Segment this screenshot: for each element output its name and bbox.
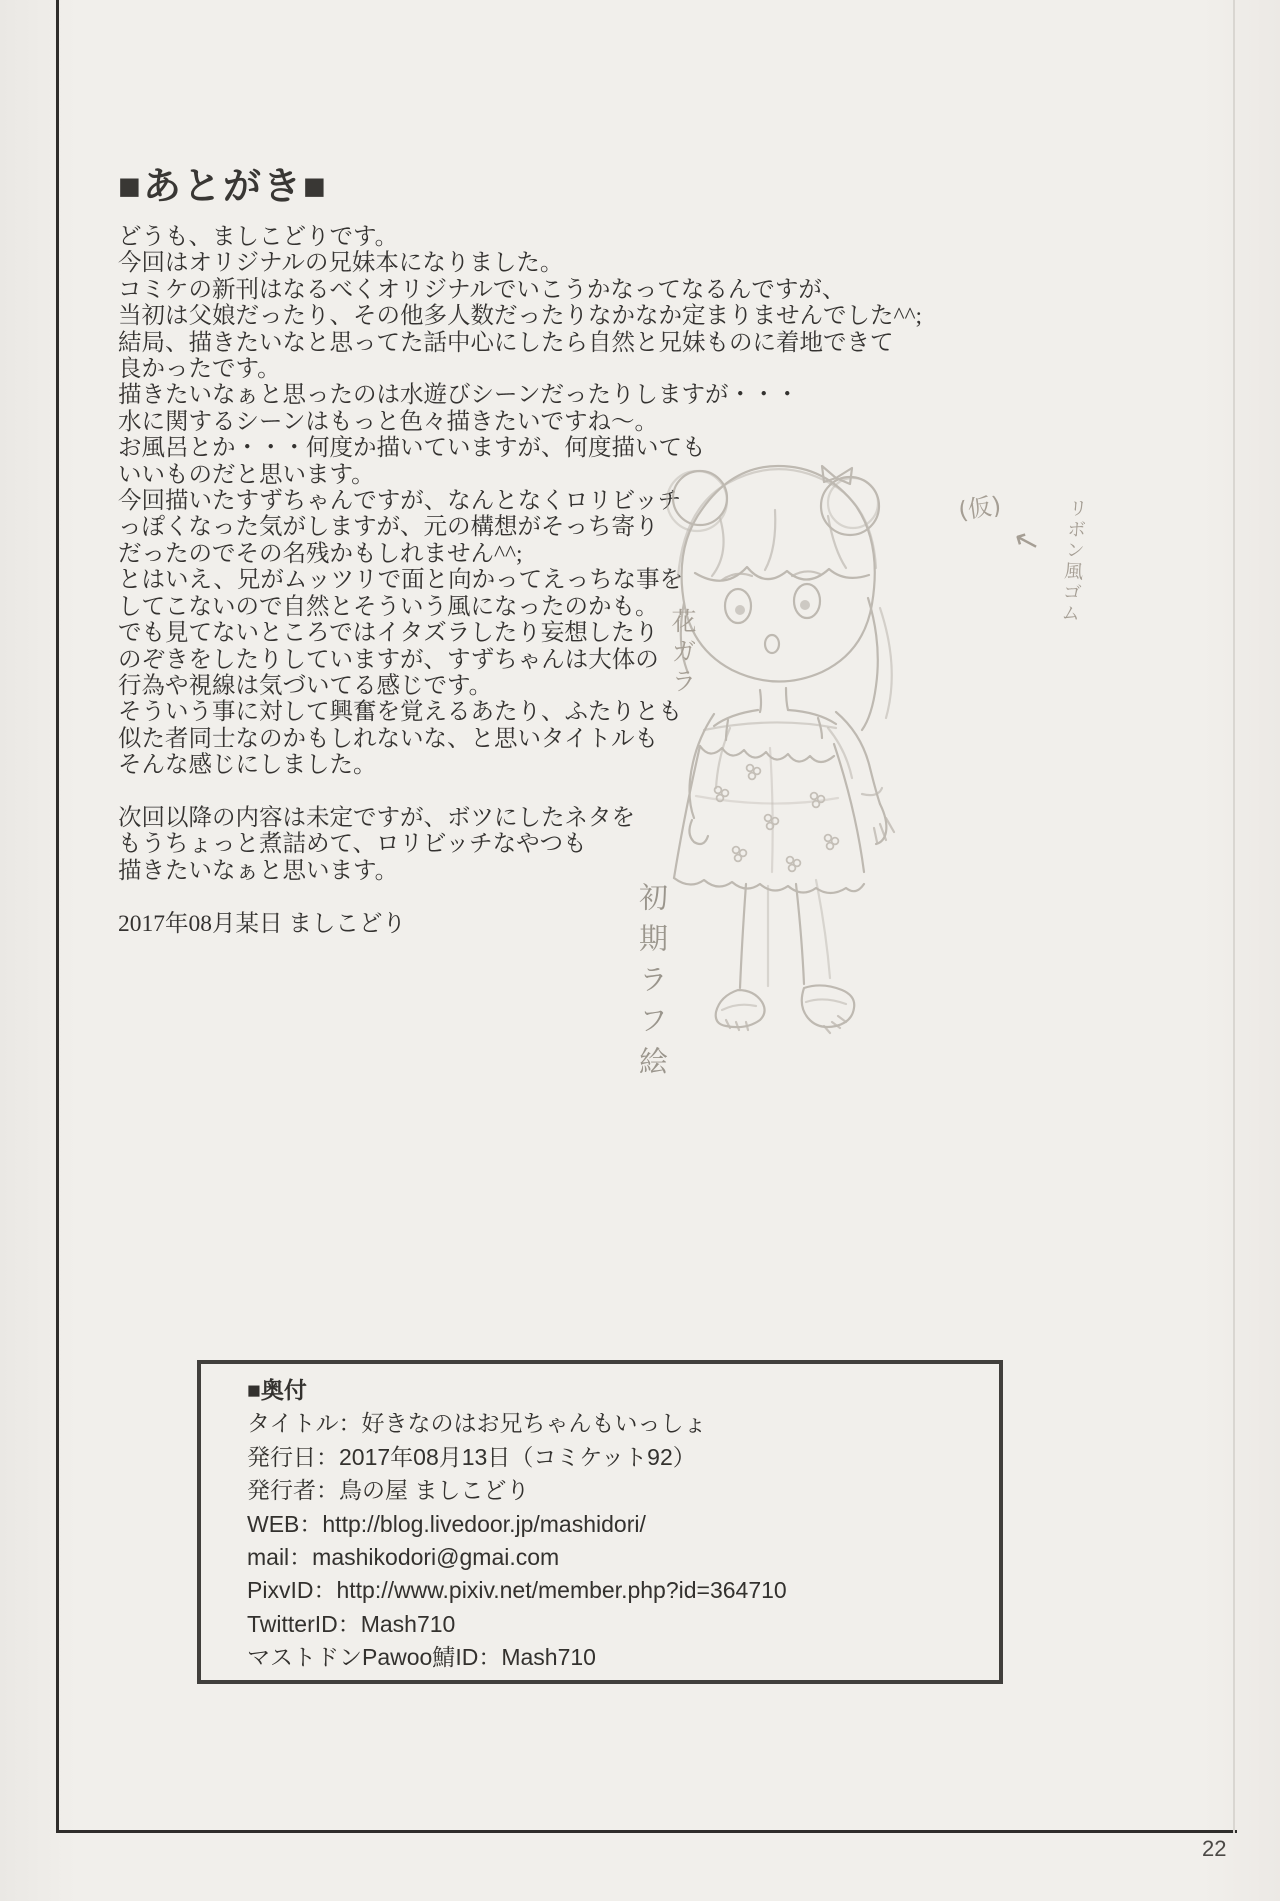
afterword-line: 行為や視線は気づいてる感じです。 — [118, 672, 493, 699]
afterword-line: だったのでその名残かもしれません^^; — [118, 540, 523, 567]
handwritten-note-floral-pattern: 花ガラ — [668, 608, 697, 698]
colophon-title: タイトル：好きなのはお兄ちゃんもいっしょ — [247, 1410, 707, 1437]
page-number: 22 — [1202, 1836, 1227, 1861]
afterword-line: 良かったです。 — [118, 356, 281, 383]
colophon-web-url: WEB：http://blog.livedoor.jp/mashidori/ — [247, 1510, 646, 1537]
afterword-date-signature: 2017年08月某日 ましこどり — [118, 910, 406, 937]
afterword-line: 当初は父娘だったり、その他多人数だったりなかなか定まりませんでした^^; — [118, 303, 923, 330]
colophon-publish-date: 発行日：2017年08月13日（コミケット92） — [247, 1443, 696, 1470]
afterword-line: のぞきをしたりしていますが、すずちゃんは大体の — [118, 646, 659, 673]
afterword-line: 水に関するシーンはもっと色々描きたいですね〜。 — [118, 408, 659, 435]
afterword-line: コミケの新刊はなるべくオリジナルでいこうかなってなるんですが、 — [118, 276, 846, 303]
handwritten-note-ribbon: リボン風ゴム — [1057, 497, 1089, 625]
colophon-twitter-id: TwitterID：Mash710 — [247, 1610, 456, 1637]
colophon-box — [197, 1360, 1003, 1684]
colophon-mail: mail：mashikodori@gmai.com — [247, 1544, 560, 1571]
afterword-line: そんな感じにしました。 — [118, 752, 377, 779]
afterword-heading: ■あとがき■ — [118, 166, 328, 208]
afterword-line: いいものだと思います。 — [118, 461, 375, 488]
afterword-line: お風呂とか・・・何度か描いていますが、何度描いても — [118, 435, 706, 462]
afterword-line: 描きたいなぁと思ったのは水遊びシーンだったりしますが・・・ — [118, 382, 800, 409]
afterword-line: とはいえ、兄がムッツリで面と向かってえっちな事を — [118, 567, 684, 594]
afterword-line: でも見てないところではイタズラしたり妄想したり — [118, 620, 659, 647]
afterword-line: してこないので自然とそういう風になったのかも。 — [118, 593, 659, 620]
afterword-line: どうも、ましこどりです。 — [118, 224, 399, 250]
afterword-line: そういう事に対して興奮を覚えるあたり、ふたりとも — [118, 699, 682, 726]
colophon-publisher: 発行者：鳥の屋 ましこどり — [247, 1477, 530, 1504]
handwritten-arrow-icon: ← — [1007, 520, 1046, 563]
afterword-line: 似た者同士なのかもしれないな、と思いタイトルも — [118, 725, 659, 752]
handwritten-note-kari: (仮) — [956, 491, 1003, 525]
colophon-pixiv-url: PixvID：http://www.pixiv.net/member.php?id=364710 — [247, 1577, 787, 1604]
colophon-pawoo-id: マストドンPawoo鯖ID：Mash710 — [247, 1644, 596, 1671]
page-border-bottom — [56, 1830, 1237, 1833]
afterword-line: もうちょっと煮詰めて、ロリビッチなやつも — [118, 831, 587, 858]
page-border-right — [1233, 0, 1235, 1833]
afterword-line: 今回描いたすずちゃんですが、なんとなくロリビッチ — [118, 488, 682, 515]
afterword-line: 次回以降の内容は未定ですが、ボツにしたネタを — [118, 804, 635, 831]
afterword-line: 結局、描きたいなと思ってた話中心にしたら自然と兄妹ものに着地できて — [118, 329, 894, 356]
page-border-left — [56, 0, 59, 1833]
colophon-heading: ■奥付 — [247, 1377, 307, 1403]
afterword-line: 今回はオリジナルの兄妹本になりました。 — [118, 250, 564, 277]
afterword-line: っぽくなった気がしますが、元の構想がそっち寄り — [118, 514, 659, 541]
afterword-line: 描きたいなぁと思います。 — [118, 857, 399, 884]
handwritten-note-initial-rough: 初期ラフ絵 — [635, 882, 669, 1087]
